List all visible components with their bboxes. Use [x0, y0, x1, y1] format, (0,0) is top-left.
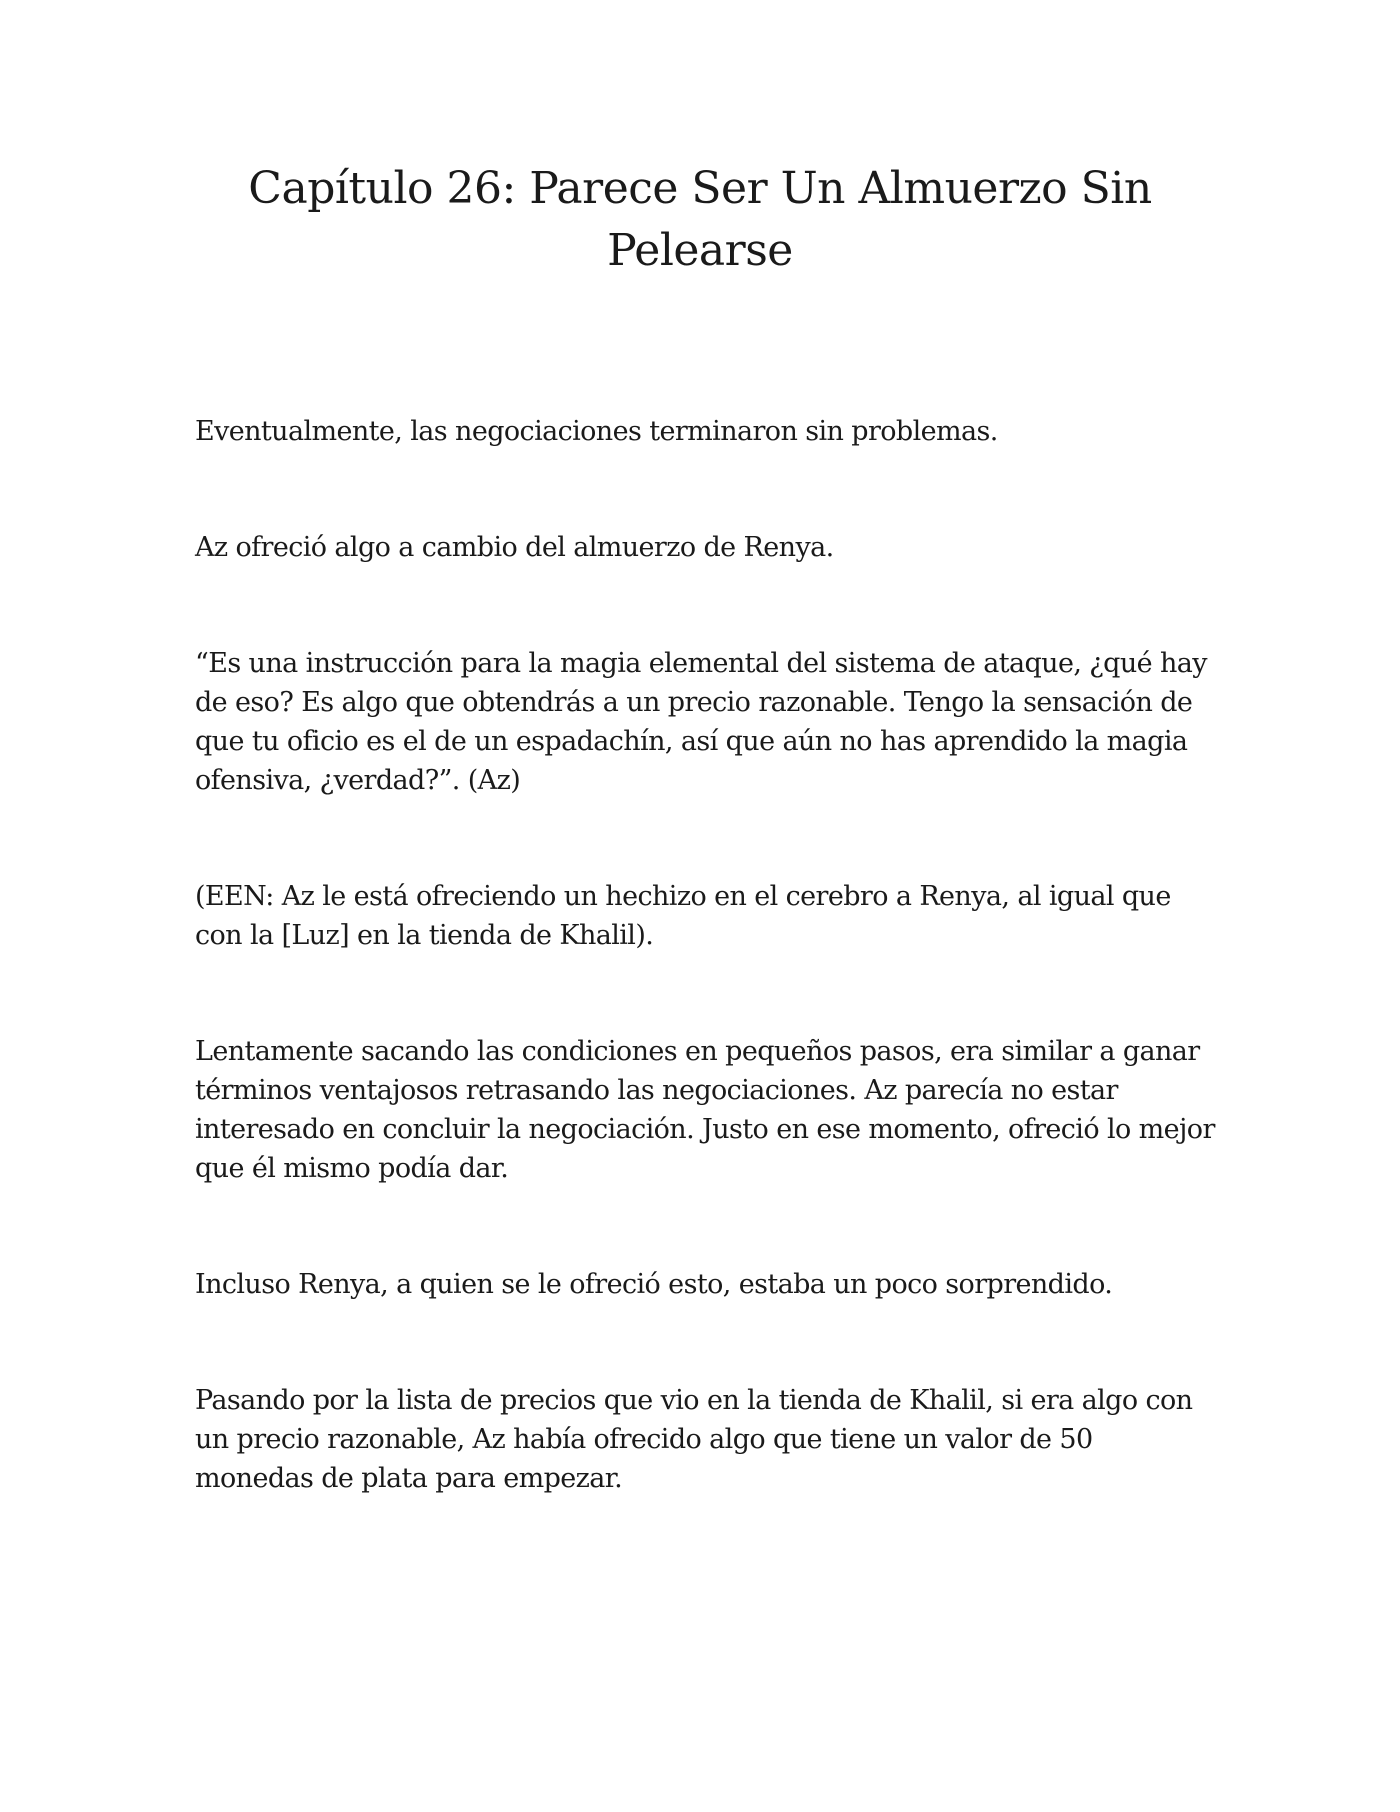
- paragraph-5: Lentamente sacando las condiciones en pequeños pasos, era similar a ganar términos ventajosos retrasando las negociaciones. Az parecía no estar interesado en concluir la negociación. Justo en ese momento, ofreció lo mejor que él mismo podía dar.: [195, 1036, 1215, 1184]
- paragraph-2: Az ofreció algo a cambio del almuerzo de Renya.: [195, 532, 834, 563]
- chapter-body: [195, 412, 1215, 1575]
- paragraph-7: Pasando por la lista de precios que vio en la tienda de Khalil, si era algo con un precio razonable, Az había ofrecido algo que tiene un valor de 50 monedas de plata para empezar.: [195, 1385, 1193, 1494]
- paragraph-1: Eventualmente, las negociaciones terminaron sin problemas.: [195, 416, 998, 447]
- chapter-title: Capítulo 26: Parece Ser Un Almuerzo Sin Pelearse: [248, 163, 1152, 276]
- paragraph-4: (EEN: Az le está ofreciendo un hechizo en el cerebro a Renya, al igual que con la [Luz] en la tienda de Khalil).: [195, 881, 1171, 951]
- paragraph-3: “Es una instrucción para la magia elemental del sistema de ataque, ¿qué hay de eso? Es algo que obtendrás a un precio razonable. Tengo la sensación de que tu oficio es el de un espadachín, así que aún no has aprendido la magia ofensiva, ¿verdad?”. (Az): [195, 648, 1207, 796]
- paragraph-6: Incluso Renya, a quien se le ofreció esto, estaba un poco sorprendido.: [195, 1269, 1113, 1300]
